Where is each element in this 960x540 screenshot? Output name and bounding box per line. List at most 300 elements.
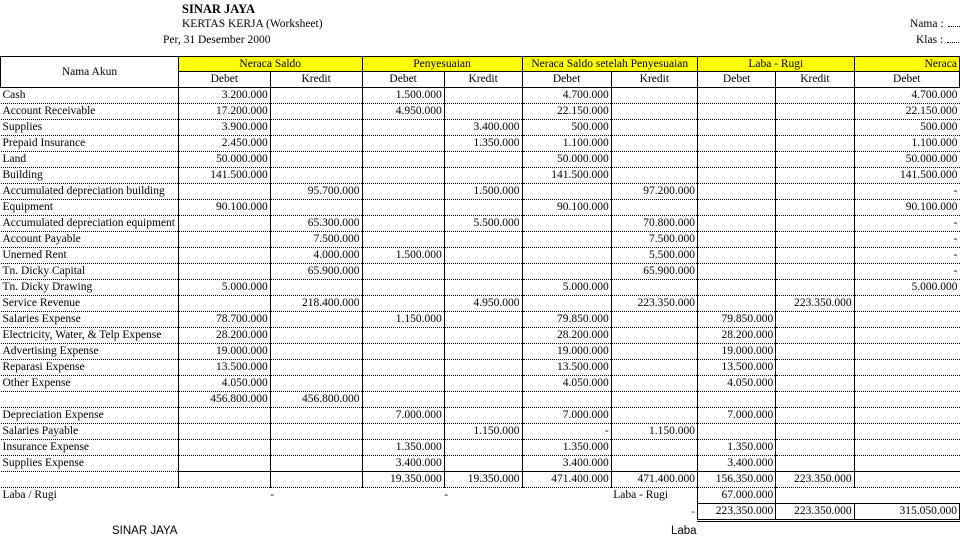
klas-label: Klas : <box>916 34 944 46</box>
amount-cell: - <box>854 264 959 280</box>
amount-cell <box>362 200 444 216</box>
amount-cell: 50.000.000 <box>522 152 611 168</box>
amount-cell <box>362 120 444 136</box>
account-name: Service Revenue <box>1 296 179 312</box>
amount-cell: 95.700.000 <box>270 184 362 200</box>
amount-cell: 4.050.000 <box>178 376 270 392</box>
table-row <box>1 440 960 456</box>
table-row <box>1 344 960 360</box>
amount-cell <box>522 296 611 312</box>
amount-cell <box>698 168 776 184</box>
amount-cell: 1.150.000 <box>444 424 522 440</box>
laba-rugi-dash: - <box>270 489 275 502</box>
amount-cell <box>270 440 362 456</box>
amount-cell: 13.500.000 <box>178 360 270 376</box>
amount-cell <box>362 424 444 440</box>
amount-cell <box>776 136 854 152</box>
account-name: Electricity, Water, & Telp Expense <box>1 328 179 344</box>
amount-cell <box>362 360 444 376</box>
amount-cell <box>270 456 362 472</box>
table-row <box>1 184 960 200</box>
amount-cell: 218.400.000 <box>270 296 362 312</box>
amount-cell: 22.150.000 <box>854 104 959 120</box>
amount-cell <box>362 136 444 152</box>
amount-cell: 1.350.000 <box>522 440 611 456</box>
total-cell: 471.400.000 <box>611 472 697 488</box>
table-row <box>1 200 960 216</box>
amount-cell: 1.500.000 <box>444 184 522 200</box>
account-name <box>1 392 179 408</box>
laba-value: 67.000.000 <box>698 488 776 504</box>
amount-cell <box>698 280 776 296</box>
amount-cell: 70.800.000 <box>611 216 697 232</box>
amount-cell: 3.400.000 <box>444 120 522 136</box>
amount-cell <box>270 152 362 168</box>
amount-cell <box>698 264 776 280</box>
amount-cell: 19.000.000 <box>522 344 611 360</box>
amount-cell: 1.350.000 <box>444 136 522 152</box>
amount-cell <box>270 200 362 216</box>
account-name: Account Receivable <box>1 104 179 120</box>
amount-cell: 4.950.000 <box>444 296 522 312</box>
amount-cell <box>522 216 611 232</box>
laba-rugi-label-2: Laba - Rugi <box>613 489 669 502</box>
amount-cell: 3.400.000 <box>522 456 611 472</box>
amount-cell: 1.100.000 <box>854 136 959 152</box>
table-row <box>1 360 960 376</box>
amount-cell <box>854 408 959 424</box>
table-row <box>1 296 960 312</box>
total-cell: 19.350.000 <box>362 472 444 488</box>
account-name: Depreciation Expense <box>1 408 179 424</box>
amount-cell <box>698 424 776 440</box>
table-row <box>1 264 960 280</box>
account-name: Tn. Dicky Capital <box>1 264 179 280</box>
amount-cell <box>854 312 959 328</box>
final-lr-kredit: 223.350.000 <box>776 504 854 521</box>
amount-cell: 5.000.000 <box>178 280 270 296</box>
amount-cell <box>698 152 776 168</box>
amount-cell: 28.200.000 <box>522 328 611 344</box>
table-row <box>1 104 960 120</box>
amount-cell <box>776 392 854 408</box>
amount-cell <box>362 152 444 168</box>
table-row <box>1 248 960 264</box>
amount-cell: 17.200.000 <box>178 104 270 120</box>
amount-cell <box>362 168 444 184</box>
amount-cell: 7.000.000 <box>522 408 611 424</box>
amount-cell <box>776 248 854 264</box>
table-row <box>1 88 960 104</box>
amount-cell <box>611 456 697 472</box>
total-cell: 156.350.000 <box>698 472 776 488</box>
company-name: SINAR JAYA <box>182 2 256 16</box>
amount-cell <box>444 200 522 216</box>
amount-cell <box>698 136 776 152</box>
amount-cell <box>698 88 776 104</box>
amount-cell: - <box>854 232 959 248</box>
amount-cell <box>270 312 362 328</box>
amount-cell <box>776 312 854 328</box>
amount-cell <box>444 344 522 360</box>
amount-cell: 5.000.000 <box>854 280 959 296</box>
totals-row <box>1 472 960 488</box>
amount-cell <box>698 120 776 136</box>
account-name: Advertising Expense <box>1 344 179 360</box>
table-row <box>1 312 960 328</box>
amount-cell <box>270 424 362 440</box>
final-totals-row <box>1 504 960 521</box>
amount-cell <box>611 312 697 328</box>
amount-cell <box>776 168 854 184</box>
amount-cell: 19.000.000 <box>178 344 270 360</box>
amount-cell: 500.000 <box>522 120 611 136</box>
subheader-debet: Debet <box>698 72 776 88</box>
table-row <box>1 232 960 248</box>
amount-cell <box>270 120 362 136</box>
amount-cell <box>270 408 362 424</box>
amount-cell <box>444 392 522 408</box>
amount-cell <box>611 168 697 184</box>
amount-cell <box>776 344 854 360</box>
amount-cell <box>362 376 444 392</box>
amount-cell <box>362 232 444 248</box>
amount-cell <box>444 88 522 104</box>
account-name: Insurance Expense <box>1 440 179 456</box>
group-header-nssp: Neraca Saldo setelah Penyesuaian <box>522 57 698 72</box>
amount-cell <box>444 328 522 344</box>
subheader-kredit: Kredit <box>444 72 522 88</box>
amount-cell <box>444 376 522 392</box>
amount-cell <box>776 280 854 296</box>
amount-cell <box>522 392 611 408</box>
amount-cell <box>178 264 270 280</box>
klas-field <box>916 34 960 46</box>
amount-cell: 28.200.000 <box>178 328 270 344</box>
amount-cell: 90.100.000 <box>854 200 959 216</box>
amount-cell <box>776 88 854 104</box>
subheader-kredit: Kredit <box>270 72 362 88</box>
amount-cell: 22.150.000 <box>522 104 611 120</box>
amount-cell <box>362 392 444 408</box>
amount-cell: 141.500.000 <box>854 168 959 184</box>
amount-cell: 65.300.000 <box>270 216 362 232</box>
amount-cell <box>776 408 854 424</box>
amount-cell: 50.000.000 <box>854 152 959 168</box>
amount-cell <box>362 280 444 296</box>
table-row <box>1 328 960 344</box>
amount-cell: 5.500.000 <box>444 216 522 232</box>
table-row <box>1 424 960 440</box>
amount-cell <box>611 280 697 296</box>
account-name: Land <box>1 152 179 168</box>
total-cell: 19.350.000 <box>444 472 522 488</box>
amount-cell <box>444 168 522 184</box>
worksheet-table <box>0 56 960 522</box>
amount-cell: - <box>522 424 611 440</box>
amount-cell <box>611 328 697 344</box>
amount-cell: 3.400.000 <box>698 456 776 472</box>
amount-cell <box>854 392 959 408</box>
amount-cell <box>698 216 776 232</box>
amount-cell <box>854 344 959 360</box>
amount-cell <box>776 456 854 472</box>
amount-cell: 90.100.000 <box>522 200 611 216</box>
amount-cell: 4.000.000 <box>270 248 362 264</box>
amount-cell <box>854 296 959 312</box>
amount-cell <box>362 296 444 312</box>
amount-cell: 7.500.000 <box>611 232 697 248</box>
amount-cell <box>611 392 697 408</box>
account-name: Accumulated depreciation equipment <box>1 216 179 232</box>
amount-cell <box>178 424 270 440</box>
amount-cell <box>362 216 444 232</box>
amount-cell <box>270 376 362 392</box>
amount-cell <box>698 232 776 248</box>
laba-rugi-row <box>1 488 960 504</box>
nama-blank <box>948 18 960 27</box>
amount-cell <box>776 104 854 120</box>
amount-cell <box>522 184 611 200</box>
amount-cell <box>698 184 776 200</box>
amount-cell: 4.050.000 <box>698 376 776 392</box>
amount-cell <box>270 104 362 120</box>
amount-cell <box>776 376 854 392</box>
total-cell <box>270 472 362 488</box>
amount-cell <box>178 232 270 248</box>
amount-cell: 3.200.000 <box>178 88 270 104</box>
table-row <box>1 216 960 232</box>
amount-cell: 223.350.000 <box>776 296 854 312</box>
subheader-kredit: Kredit <box>611 72 697 88</box>
account-name: Salaries Payable <box>1 424 179 440</box>
amount-cell <box>776 232 854 248</box>
worksheet-title: KERTAS KERJA (Worksheet) <box>182 18 323 30</box>
amount-cell: 141.500.000 <box>178 168 270 184</box>
amount-cell <box>611 200 697 216</box>
amount-cell: 65.900.000 <box>611 264 697 280</box>
amount-cell: 3.400.000 <box>362 456 444 472</box>
amount-cell <box>776 184 854 200</box>
amount-cell: 78.700.000 <box>178 312 270 328</box>
amount-cell <box>270 136 362 152</box>
group-header-penyesuaian: Penyesuaian <box>362 57 522 72</box>
group-header-neraca-saldo: Neraca Saldo <box>178 57 362 72</box>
amount-cell <box>611 104 697 120</box>
amount-cell <box>776 360 854 376</box>
amount-cell: 19.000.000 <box>698 344 776 360</box>
amount-cell <box>362 344 444 360</box>
amount-cell <box>522 248 611 264</box>
account-name: Prepaid Insurance <box>1 136 179 152</box>
amount-cell <box>444 360 522 376</box>
amount-cell <box>270 168 362 184</box>
account-name: Account Payable <box>1 232 179 248</box>
amount-cell <box>270 360 362 376</box>
amount-cell <box>178 456 270 472</box>
amount-cell: - <box>854 184 959 200</box>
subheader-kredit: Kredit <box>776 72 854 88</box>
account-name: Accumulated depreciation building <box>1 184 179 200</box>
footer-laba: Laba <box>671 525 697 537</box>
amount-cell <box>698 104 776 120</box>
amount-cell: 223.350.000 <box>611 296 697 312</box>
amount-cell <box>611 408 697 424</box>
amount-cell <box>270 344 362 360</box>
amount-cell: - <box>854 216 959 232</box>
amount-cell: 79.850.000 <box>522 312 611 328</box>
amount-cell <box>776 200 854 216</box>
account-name: Supplies Expense <box>1 456 179 472</box>
group-header-neraca: Neraca <box>854 57 959 72</box>
amount-cell <box>444 280 522 296</box>
account-name: Other Expense <box>1 376 179 392</box>
amount-cell <box>854 440 959 456</box>
amount-cell <box>270 88 362 104</box>
amount-cell <box>178 184 270 200</box>
amount-cell <box>362 184 444 200</box>
amount-cell: 1.350.000 <box>362 440 444 456</box>
amount-cell <box>776 440 854 456</box>
account-name: Equipment <box>1 200 179 216</box>
amount-cell: 2.450.000 <box>178 136 270 152</box>
total-cell <box>178 472 270 488</box>
amount-cell: 5.000.000 <box>522 280 611 296</box>
final-dash: - <box>691 505 695 518</box>
total-cell <box>854 472 959 488</box>
amount-cell <box>444 456 522 472</box>
table-row <box>1 168 960 184</box>
amount-cell <box>522 264 611 280</box>
amount-cell: 500.000 <box>854 120 959 136</box>
amount-cell <box>178 296 270 312</box>
subheader-debet: Debet <box>362 72 444 88</box>
amount-cell: 456.800.000 <box>178 392 270 408</box>
amount-cell <box>698 296 776 312</box>
account-name: Supplies <box>1 120 179 136</box>
amount-cell <box>698 248 776 264</box>
laba-rugi-label: Laba / Rugi <box>2 489 57 502</box>
amount-cell <box>178 440 270 456</box>
group-header-laba-rugi: Laba - Rugi <box>698 57 855 72</box>
amount-cell <box>522 232 611 248</box>
amount-cell <box>776 424 854 440</box>
amount-cell: 7.000.000 <box>362 408 444 424</box>
subheader-debet: Debet <box>178 72 270 88</box>
amount-cell <box>611 360 697 376</box>
amount-cell <box>776 216 854 232</box>
table-row <box>1 136 960 152</box>
klas-blank <box>947 34 960 43</box>
amount-cell: 1.500.000 <box>362 248 444 264</box>
amount-cell <box>270 328 362 344</box>
amount-cell <box>444 312 522 328</box>
amount-cell: 1.500.000 <box>362 88 444 104</box>
account-name: Unerned Rent <box>1 248 179 264</box>
amount-cell: 5.500.000 <box>611 248 697 264</box>
amount-cell <box>444 232 522 248</box>
final-lr-debet: 223.350.000 <box>698 504 776 521</box>
total-cell: 471.400.000 <box>522 472 611 488</box>
amount-cell: 4.700.000 <box>522 88 611 104</box>
worksheet-body <box>1 88 960 521</box>
amount-cell: 65.900.000 <box>270 264 362 280</box>
table-row <box>1 408 960 424</box>
amount-cell: 90.100.000 <box>178 200 270 216</box>
amount-cell: 141.500.000 <box>522 168 611 184</box>
amount-cell: 1.150.000 <box>611 424 697 440</box>
amount-cell: 4.050.000 <box>522 376 611 392</box>
amount-cell <box>178 248 270 264</box>
amount-cell: 13.500.000 <box>698 360 776 376</box>
table-row <box>1 456 960 472</box>
amount-cell <box>776 120 854 136</box>
amount-cell <box>178 408 270 424</box>
account-name: Tn. Dicky Drawing <box>1 280 179 296</box>
amount-cell <box>776 264 854 280</box>
subheader-debet: Debet <box>854 72 959 88</box>
amount-cell <box>444 408 522 424</box>
amount-cell <box>611 344 697 360</box>
account-name: Building <box>1 168 179 184</box>
table-row <box>1 152 960 168</box>
subheader-debet: Debet <box>522 72 611 88</box>
total-cell: 223.350.000 <box>776 472 854 488</box>
amount-cell: 97.200.000 <box>611 184 697 200</box>
table-row <box>1 392 960 408</box>
footer-company: SINAR JAYA <box>112 525 178 537</box>
amount-cell: 79.850.000 <box>698 312 776 328</box>
period-label: Per, 31 Desember 2000 <box>163 34 271 46</box>
amount-cell: 50.000.000 <box>178 152 270 168</box>
amount-cell <box>776 328 854 344</box>
account-name: Cash <box>1 88 179 104</box>
amount-cell: 7.500.000 <box>270 232 362 248</box>
amount-cell: 13.500.000 <box>522 360 611 376</box>
account-column-header: Nama Akun <box>1 57 179 88</box>
amount-cell: 28.200.000 <box>698 328 776 344</box>
account-name: Reparasi Expense <box>1 360 179 376</box>
amount-cell <box>854 376 959 392</box>
amount-cell: 4.950.000 <box>362 104 444 120</box>
laba-rugi-dash: - <box>444 489 449 502</box>
amount-cell <box>611 88 697 104</box>
amount-cell: 1.100.000 <box>522 136 611 152</box>
amount-cell <box>444 440 522 456</box>
account-name: Salaries Expense <box>1 312 179 328</box>
amount-cell <box>611 136 697 152</box>
amount-cell: 3.900.000 <box>178 120 270 136</box>
amount-cell <box>362 264 444 280</box>
amount-cell <box>698 392 776 408</box>
amount-cell <box>611 376 697 392</box>
amount-cell <box>854 424 959 440</box>
amount-cell <box>444 264 522 280</box>
table-row <box>1 120 960 136</box>
amount-cell <box>178 216 270 232</box>
amount-cell <box>776 152 854 168</box>
amount-cell <box>698 200 776 216</box>
final-neraca-debet: 315.050.000 <box>854 504 959 521</box>
nama-label: Nama : <box>910 18 944 30</box>
amount-cell: 456.800.000 <box>270 392 362 408</box>
table-row <box>1 376 960 392</box>
amount-cell <box>611 120 697 136</box>
amount-cell: 1.150.000 <box>362 312 444 328</box>
amount-cell <box>444 104 522 120</box>
amount-cell <box>611 440 697 456</box>
nama-field <box>910 18 960 30</box>
